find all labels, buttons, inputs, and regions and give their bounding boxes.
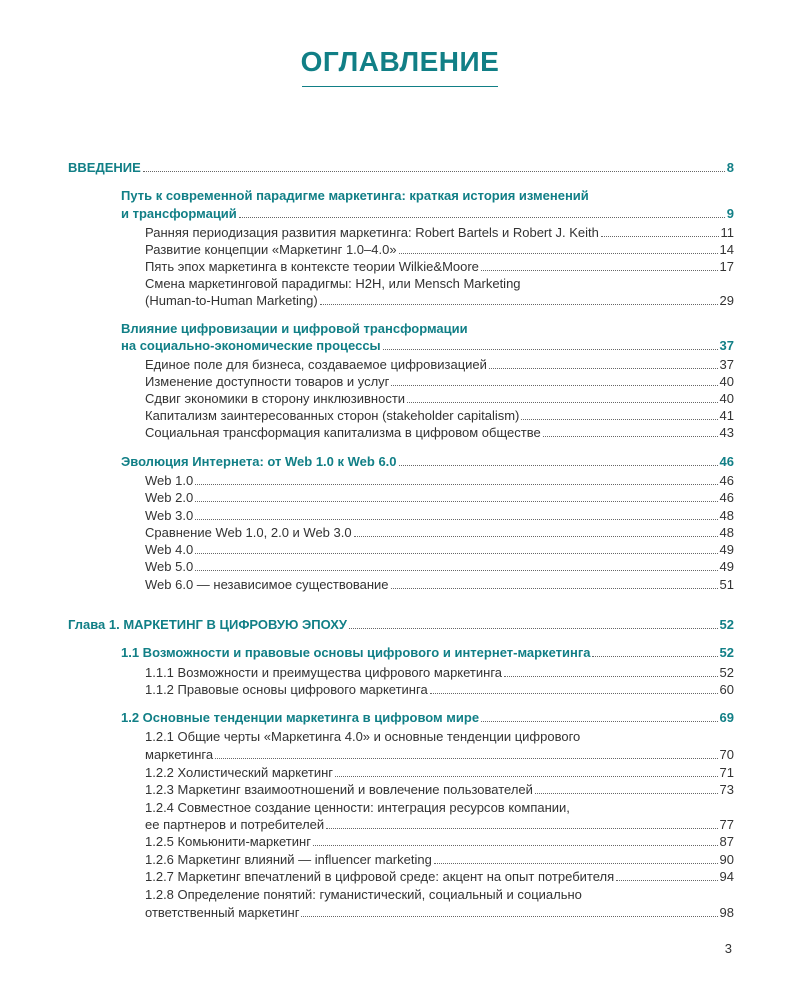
toc-item[interactable] [145, 406, 734, 423]
toc-item[interactable] [145, 815, 734, 832]
leader-dots [601, 236, 719, 237]
toc-entry-title: Сравнение Web 1.0, 2.0 и Web 3.0 [145, 525, 352, 540]
toc-item-line[interactable]: 1.2.4 Совместное создание ценности: интеграция ресурсов компании, [145, 800, 570, 815]
leader-dots [543, 436, 718, 437]
toc-item[interactable] [145, 763, 734, 780]
leader-dots [504, 676, 718, 677]
toc-entry-title: ответственный маркетинг [145, 905, 300, 920]
toc-section-line[interactable]: Влияние цифровизации и цифровой трансформации [121, 321, 468, 336]
leader-dots [195, 519, 717, 520]
toc-item[interactable] [145, 506, 734, 523]
toc-item[interactable] [145, 745, 734, 762]
toc-entry-title: 1.2.7 Маркетинг впечатлений в цифровой среде: акцент на опыт потребителя [145, 869, 615, 884]
toc-entry-title: ВВЕДЕНИЕ [68, 160, 141, 175]
toc-section-path[interactable] [121, 204, 734, 221]
toc-item[interactable] [145, 903, 734, 920]
toc-entry-page: 52 [719, 617, 734, 632]
leader-dots [434, 863, 718, 864]
toc-entry-page: 52 [719, 645, 734, 660]
leader-dots [430, 693, 718, 694]
toc-entry-page: 73 [719, 782, 734, 797]
toc-entry-title: Социальная трансформация капитализма в цифровом обществе [145, 425, 541, 440]
toc-entry-page: 29 [719, 293, 734, 308]
toc-entry-title: Изменение доступности товаров и услуг [145, 374, 390, 389]
page-title: ОГЛАВЛЕНИЕ [300, 46, 500, 77]
toc-entry-title: 1.1 Возможности и правовые основы цифрового и интернет-маркетинга [121, 645, 591, 660]
leader-dots [349, 628, 718, 629]
toc-item[interactable] [145, 540, 734, 557]
leader-dots [592, 656, 717, 657]
toc-entry-page: 11 [720, 225, 734, 240]
leader-dots [399, 253, 718, 254]
leader-dots [481, 721, 717, 722]
toc-entry-intro[interactable] [68, 158, 734, 175]
toc-entry-title: Web 4.0 [145, 542, 194, 557]
toc-entry-title: 1.2 Основные тенденции маркетинга в цифровом мире [121, 710, 480, 725]
leader-dots [489, 368, 718, 369]
leader-dots [354, 536, 718, 537]
toc-entry-title: Web 5.0 [145, 559, 194, 574]
toc-entry-title: Капитализм заинтересованных сторон (stakeholder capitalism) [145, 408, 520, 423]
toc-item[interactable] [145, 832, 734, 849]
leader-dots [215, 758, 717, 759]
leader-dots [399, 465, 718, 466]
toc-item[interactable] [145, 389, 734, 406]
toc-entry-title: (Human-to-Human Marketing) [145, 293, 318, 308]
toc-item[interactable] [145, 850, 734, 867]
leader-dots [195, 570, 717, 571]
toc-item-line[interactable]: 1.2.1 Общие черты «Маркетинга 4.0» и основные тенденции цифрового [145, 729, 581, 744]
toc-item[interactable] [145, 257, 734, 274]
toc-entry-title: Развитие концепции «Маркетинг 1.0–4.0» [145, 242, 397, 257]
toc-section-web[interactable] [121, 452, 734, 469]
toc-entry-title: Сдвиг экономики в сторону инклюзивности [145, 391, 406, 406]
toc-entry-title: Web 6.0 — независимое существование [145, 577, 389, 592]
toc-entry-page: 9 [726, 206, 734, 221]
toc-section-1-2[interactable] [121, 708, 734, 725]
toc-entry-title: 1.2.6 Маркетинг влияний — influencer marketing [145, 852, 432, 867]
toc-entry-title: ее партнеров и потребителей [145, 817, 325, 832]
toc-entry-page: 37 [719, 357, 734, 372]
toc-item[interactable] [145, 240, 734, 257]
toc-entry-page: 51 [719, 577, 734, 592]
toc-chapter-1[interactable] [68, 615, 734, 632]
toc-item[interactable] [145, 423, 734, 440]
toc-entry-title: и трансформаций [121, 206, 237, 221]
toc-entry-page: 8 [726, 160, 734, 175]
toc-entry-page: 49 [719, 542, 734, 557]
toc-entry-title: на социально-экономические процессы [121, 338, 381, 353]
toc-item[interactable] [145, 780, 734, 797]
leader-dots [313, 845, 718, 846]
toc-entry-title: Web 3.0 [145, 508, 194, 523]
toc-item[interactable] [145, 575, 734, 592]
leader-dots [335, 776, 717, 777]
toc-entry-title: Глава 1. МАРКЕТИНГ В ЦИФРОВУЮ ЭПОХУ [68, 617, 347, 632]
toc-item[interactable] [145, 355, 734, 372]
toc-item[interactable] [145, 680, 734, 697]
toc-item[interactable] [145, 557, 734, 574]
toc-entry-page: 40 [719, 391, 734, 406]
toc-entry-title: Единое поле для бизнеса, создаваемое цифровизацией [145, 357, 487, 372]
leader-dots [391, 588, 718, 589]
leader-dots [521, 419, 717, 420]
leader-dots [239, 217, 725, 218]
toc-section-1-1[interactable] [121, 643, 734, 660]
toc-item-line[interactable]: 1.2.8 Определение понятий: гуманистический, социальный и социально [145, 887, 582, 902]
toc-item[interactable] [145, 488, 734, 505]
toc-entry-title: 1.1.2 Правовые основы цифрового маркетинга [145, 682, 428, 697]
toc-entry-page: 70 [719, 747, 734, 762]
toc-entry-title: 1.2.5 Комьюнити-маркетинг [145, 834, 311, 849]
leader-dots [616, 880, 717, 881]
toc-entry-page: 37 [719, 338, 734, 353]
leader-dots [383, 349, 718, 350]
toc-item[interactable] [145, 471, 734, 488]
toc-entry-page: 43 [719, 425, 734, 440]
toc-entry-title: Web 2.0 [145, 490, 194, 505]
toc-entry-page: 71 [719, 765, 734, 780]
leader-dots [391, 385, 717, 386]
leader-dots [407, 402, 717, 403]
toc-entry-title: Пять эпох маркетинга в контексте теории Wilkie&Moore [145, 259, 479, 274]
toc-entry-page: 60 [719, 682, 734, 697]
toc-entry-page: 41 [719, 408, 734, 423]
toc-item-line[interactable]: Смена маркетинговой парадигмы: H2H, или Mensch Marketing [145, 276, 521, 291]
leader-dots [143, 171, 725, 172]
leader-dots [535, 793, 718, 794]
toc-entry-page: 46 [719, 454, 734, 469]
toc-entry-page: 40 [719, 374, 734, 389]
toc-entry-title: маркетинга [145, 747, 214, 762]
toc-entry-page: 17 [719, 259, 734, 274]
toc-entry-title: Ранняя периодизация развития маркетинга: Robert Bartels и Robert J. Keith [145, 225, 599, 240]
leader-dots [195, 484, 717, 485]
toc-section-influence[interactable] [121, 336, 734, 353]
toc-item[interactable] [145, 291, 734, 308]
toc-entry-page: 49 [719, 559, 734, 574]
toc-entry-page: 77 [719, 817, 734, 832]
toc-section-line[interactable]: Путь к современной парадигме маркетинга: краткая история изменений [121, 188, 589, 203]
toc-entry-title: 1.2.2 Холистический маркетинг [145, 765, 334, 780]
toc-entry-page: 46 [719, 473, 734, 488]
toc-entry-page: 94 [719, 869, 734, 884]
toc-entry-title: 1.2.3 Маркетинг взаимоотношений и вовлечение пользователей [145, 782, 533, 797]
leader-dots [195, 501, 717, 502]
toc-entry-page: 52 [719, 665, 734, 680]
toc-entry-page: 69 [719, 710, 734, 725]
toc-entry-title: 1.1.1 Возможности и преимущества цифрового маркетинга [145, 665, 503, 680]
toc-item[interactable] [145, 523, 734, 540]
toc-entry-page: 48 [719, 525, 734, 540]
leader-dots [195, 553, 717, 554]
toc-entry-page: 90 [719, 852, 734, 867]
toc-item[interactable] [145, 663, 734, 680]
toc-item[interactable] [145, 867, 734, 884]
leader-dots [481, 270, 718, 271]
toc-entry-page: 87 [719, 834, 734, 849]
leader-dots [320, 304, 718, 305]
toc-entry-title: Эволюция Интернета: от Web 1.0 к Web 6.0 [121, 454, 397, 469]
leader-dots [301, 916, 717, 917]
toc-item[interactable] [145, 223, 734, 240]
toc-item[interactable] [145, 372, 734, 389]
toc-entry-page: 48 [719, 508, 734, 523]
toc-entry-page: 46 [719, 490, 734, 505]
toc-entry-page: 98 [719, 905, 734, 920]
leader-dots [326, 828, 717, 829]
page-number: 3 [724, 941, 732, 956]
toc-entry-page: 14 [719, 242, 734, 257]
toc-entry-title: Web 1.0 [145, 473, 194, 488]
